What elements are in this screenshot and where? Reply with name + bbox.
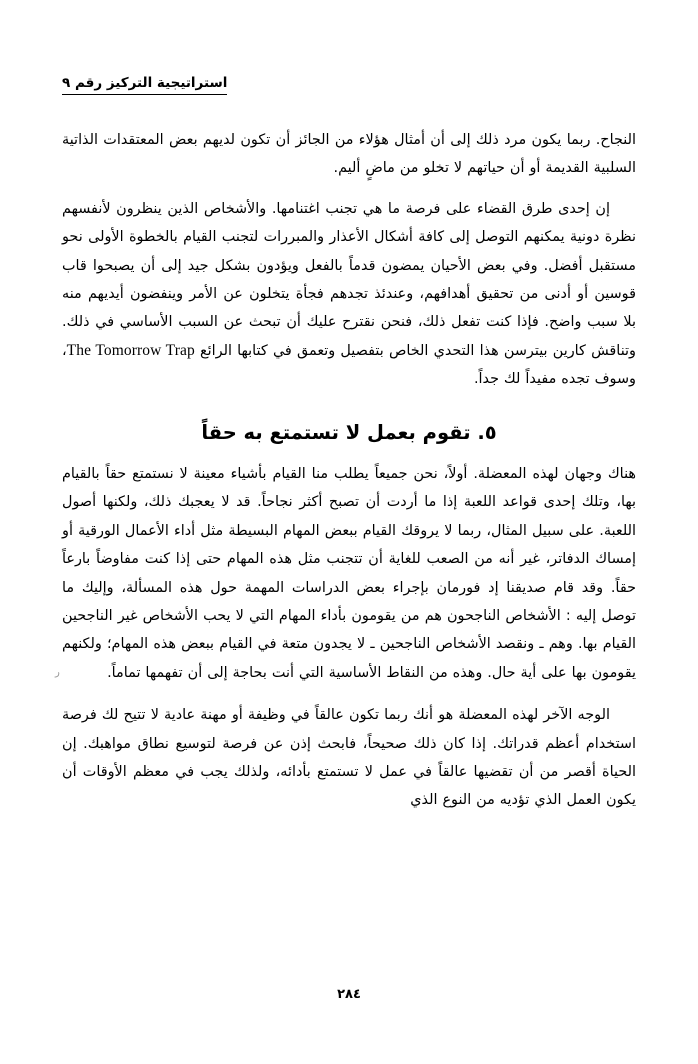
section-paragraph-2: الوجه الآخر لهذه المعضلة هو أنك ربما تكون عالقاً في وظيفة أو مهنة عادية لا تتيح لك فرصة استخدام أعظم قدراتك. إذا كان ذلك صحيحاً، فابحث إذن عن فرصة لتوسيع نطاق مواهبك. إن الحياة أقصر من أن تقضيها عالقاً في عمل لا تستمتع بأدائه، ولذلك يجب في معظم الأوقات أن يكون العمل الذي تؤديه من النوع الذي bbox=[62, 707, 636, 809]
page-number: ٢٨٤ bbox=[337, 987, 361, 1002]
paragraph-self-beliefs bbox=[62, 195, 636, 394]
section-heading-5: ٥. تقوم بعمل لا تستمتع به حقاً bbox=[201, 420, 497, 444]
page-body bbox=[62, 126, 636, 815]
paragraph-text-after-title: ، وسوف تجده مفيداً لك جداً. bbox=[62, 342, 636, 388]
running-header-title: استراتيجية التركيز رقم ٩ bbox=[62, 75, 227, 95]
book-title-tomorrow-trap: The Tomorrow Trap bbox=[66, 341, 195, 359]
paragraph-continued: النجاح. ربما يكون مرد ذلك إلى أن أمثال هؤلاء من الجائز أن تكون لديهم بعض المعتقدات الذاتية السلبية القديمة أو أن حياتهم لا تخلو من ماضٍ أليم. bbox=[62, 132, 636, 177]
paragraph-text-before-title: إن إحدى طرق القضاء على فرصة ما هي تجنب اغتنامها. والأشخاص الذين ينظرون لأنفسهم نظرة دونية يمكنهم التوصل إلى كافة أشكال الأعذار والمبررات لتجنب القيام بالخطوة الأولى نحو مستقبل أفضل. وفي بعض الأحيان يمضون قدماً بالفعل ويؤدون بشكل جيد إلى أن يصبحوا قاب قوسين أو أدنى من تحقيق أهدافهم، وعندئذ تجدهم فجأة يتخلون عن الأمر وينفضون أيديهم منه بلا سبب واضح. فإذا كنت تفعل ذلك، فنحن نقترح عليك أن تبحث عن السبب الأساسي في ذلك. وتناقش كارين بيترسن هذا التحدي الخاص بتفصيل وتعمق في كتابها الرائع bbox=[62, 200, 636, 359]
running-header bbox=[62, 72, 636, 95]
section-paragraph-1: هناك وجهان لهذه المعضلة. أولاً، نحن جميعاً يطلب منا القيام بأشياء معينة لا نستمتع حقاً بالقيام بها، وتلك إحدى قواعد اللعبة إذا ما أردت أن تصبح أكثر نجاحاً. قد لا يعجبك ذلك، ولكنها أصول اللعبة. على سبيل المثال، ربما لا يروقك القيام ببعض المهام البسيطة مثل أداء الأعمال الورقية أو إمساك الدفاتر، غير أنه من الصعب للغاية أن تتجنب مثل هذه المهام حتى إذا كنت مفاوضاً بارعاً حقاً. وقد قام صديقنا إد فورمان بإجراء بعض الدراسات المهمة حول هذه المسألة، وإليك ما توصل إليه : الأشخاص الناجحون هم من يقومون بأداء المهام التي لا يحب الأشخاص غير الناجحين القيام بها. وهم ـ ونقصد الأشخاص الناجحين ـ لا يجدون متعة في القيام ببعض هذه المهام؛ ولكنهم يقومون بها على أية حال. وهذه من النقاط الأساسية التي أنت بحاجة إلى أن تفهمها تماماً. bbox=[62, 465, 636, 681]
scan-artifact-mark: ر bbox=[55, 667, 60, 678]
